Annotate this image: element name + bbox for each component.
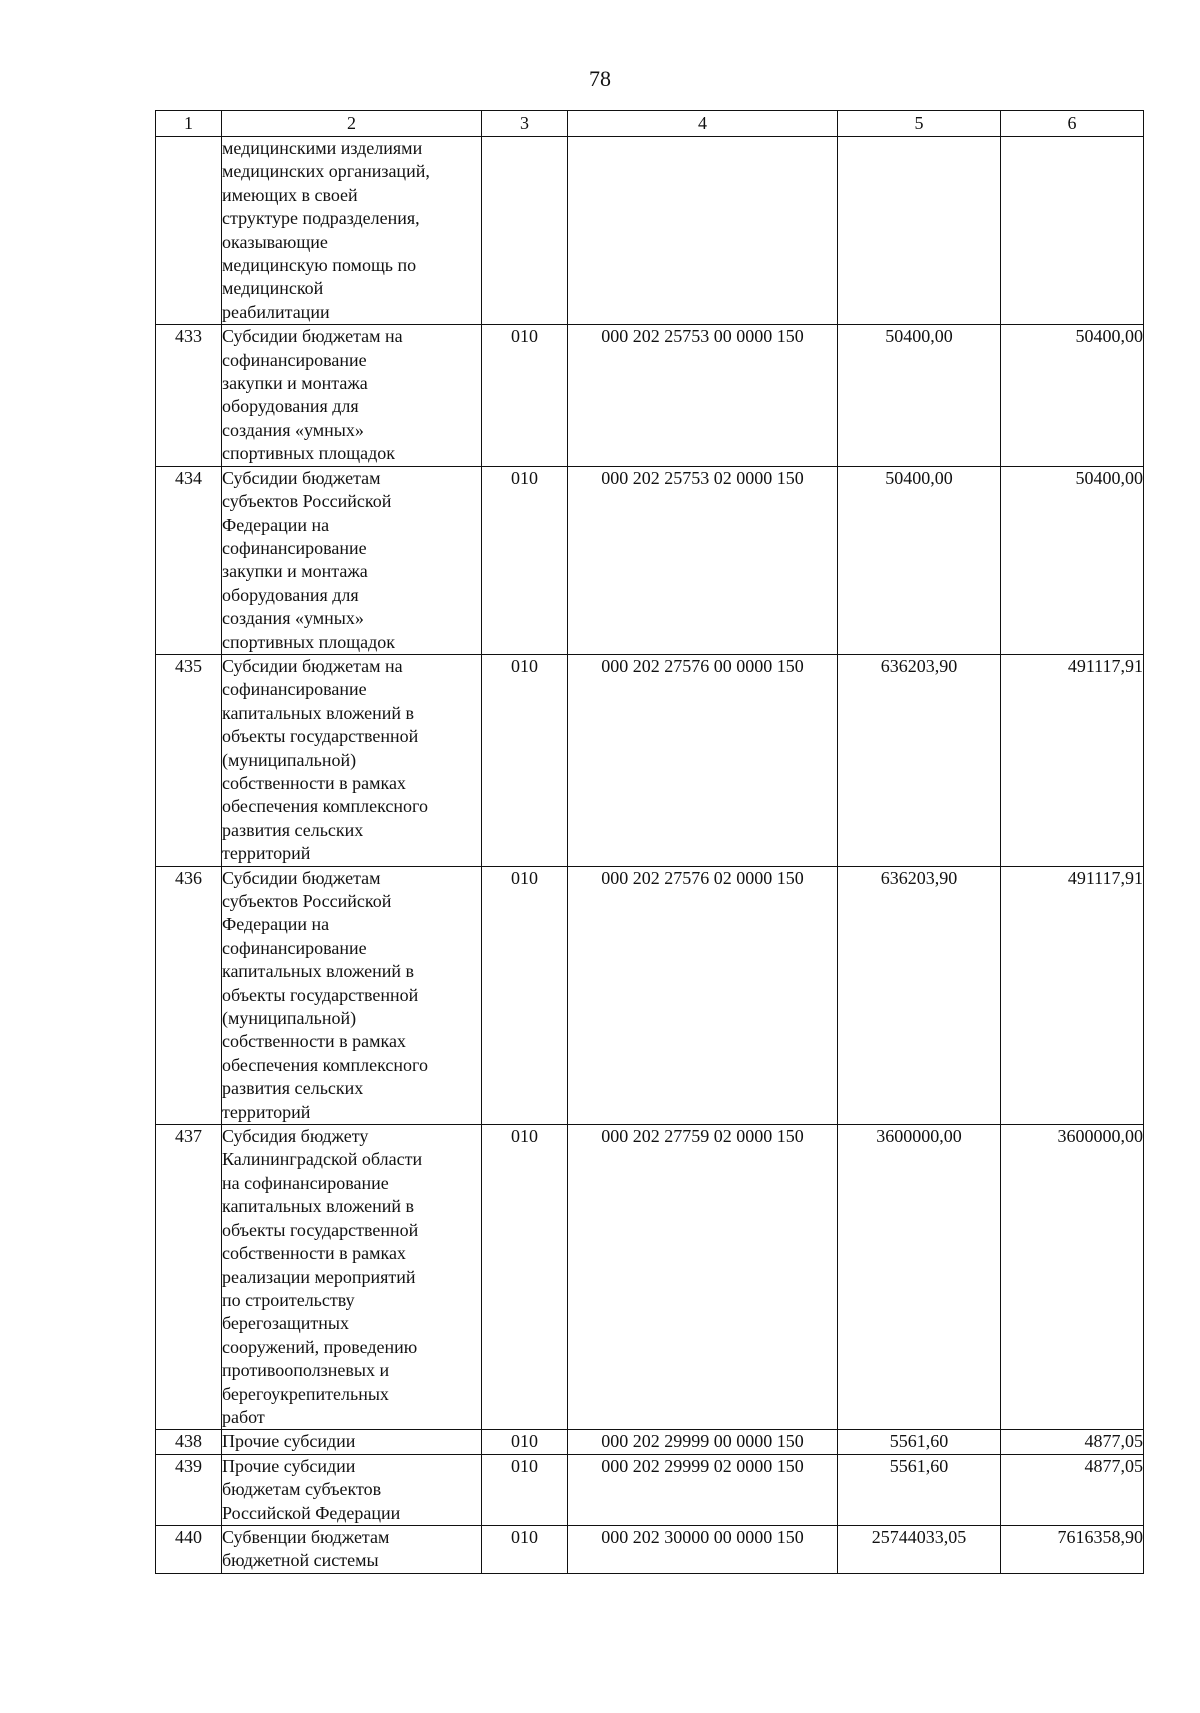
row-sum-year-1: 50400,00 bbox=[838, 466, 1001, 654]
row-name-line: (муниципальной) bbox=[222, 1008, 357, 1029]
row-admin-code: 010 bbox=[482, 466, 568, 654]
row-number: 433 bbox=[156, 325, 222, 466]
page-number: 78 bbox=[589, 66, 611, 91]
row-sum-year-1 bbox=[838, 137, 1001, 325]
row-sum-year-1: 636203,90 bbox=[838, 654, 1001, 866]
row-name bbox=[222, 137, 482, 325]
row-name bbox=[222, 1430, 482, 1454]
row-sum-year-1: 25744033,05 bbox=[838, 1525, 1001, 1573]
row-sum-year-1: 5561,60 bbox=[838, 1430, 1001, 1454]
row-name-line: развития сельских bbox=[222, 819, 364, 840]
row-name-line: реализации мероприятий bbox=[222, 1266, 416, 1287]
row-sum-year-2: 4877,05 bbox=[1001, 1430, 1144, 1454]
row-name-line: сооружений, проведению bbox=[222, 1336, 418, 1357]
row-sum-year-2: 50400,00 bbox=[1001, 325, 1144, 466]
row-budget-code: 000 202 29999 02 0000 150 bbox=[568, 1454, 838, 1525]
row-name-line: бюджетам субъектов bbox=[222, 1479, 382, 1500]
row-budget-code: 000 202 25753 02 0000 150 bbox=[568, 466, 838, 654]
row-name-line: развития сельских bbox=[222, 1078, 364, 1099]
header-col-5: 5 bbox=[838, 111, 1001, 137]
row-name-line: субъектов Российской bbox=[222, 491, 392, 512]
row-name-line: бюджетной системы bbox=[222, 1550, 379, 1571]
row-name-line: медицинской bbox=[222, 278, 324, 299]
row-name-line: Прочие субсидии bbox=[222, 1431, 356, 1452]
table-row bbox=[156, 654, 1144, 866]
row-name-line: Субсидии бюджетам bbox=[222, 467, 381, 488]
row-name-line: Субсидии бюджетам на bbox=[222, 326, 403, 347]
header-col-3: 3 bbox=[482, 111, 568, 137]
row-admin-code bbox=[482, 137, 568, 325]
row-name-line: капитальных вложений в bbox=[222, 961, 415, 982]
row-name-line: софинансирование bbox=[222, 537, 367, 558]
row-sum-year-2: 491117,91 bbox=[1001, 654, 1144, 866]
row-sum-year-1: 5561,60 bbox=[838, 1454, 1001, 1525]
row-budget-code bbox=[568, 137, 838, 325]
row-sum-year-1: 636203,90 bbox=[838, 866, 1001, 1124]
row-admin-code: 010 bbox=[482, 1125, 568, 1430]
row-sum-year-1: 3600000,00 bbox=[838, 1125, 1001, 1430]
table-row bbox=[156, 1454, 1144, 1525]
table-row bbox=[156, 466, 1144, 654]
row-name-line: софинансирование bbox=[222, 349, 367, 370]
row-number: 436 bbox=[156, 866, 222, 1124]
row-number bbox=[156, 137, 222, 325]
row-admin-code: 010 bbox=[482, 654, 568, 866]
row-name-line: софинансирование bbox=[222, 937, 367, 958]
row-name-line: спортивных площадок bbox=[222, 443, 395, 464]
row-sum-year-2: 491117,91 bbox=[1001, 866, 1144, 1124]
row-budget-code: 000 202 27576 00 0000 150 bbox=[568, 654, 838, 866]
row-name-line: Российской Федерации bbox=[222, 1502, 401, 1523]
row-name-line: (муниципальной) bbox=[222, 749, 357, 770]
row-sum-year-2 bbox=[1001, 137, 1144, 325]
row-name-line: софинансирование bbox=[222, 679, 367, 700]
row-name-line: противооползневых и bbox=[222, 1360, 390, 1381]
row-number: 438 bbox=[156, 1430, 222, 1454]
row-name-line: оказывающие bbox=[222, 231, 328, 252]
row-name-line: Федерации на bbox=[222, 914, 330, 935]
row-name-line: территорий bbox=[222, 1101, 311, 1122]
row-budget-code: 000 202 29999 00 0000 150 bbox=[568, 1430, 838, 1454]
row-name bbox=[222, 1454, 482, 1525]
row-name-line: собственности в рамках bbox=[222, 1243, 406, 1264]
row-name-line: Федерации на bbox=[222, 514, 330, 535]
row-name-line: капитальных вложений в bbox=[222, 702, 415, 723]
row-name-line: собственности в рамках bbox=[222, 772, 406, 793]
row-name-line: реабилитации bbox=[222, 301, 330, 322]
row-name-line: медицинскую помощь по bbox=[222, 255, 417, 276]
row-name bbox=[222, 654, 482, 866]
row-sum-year-2: 3600000,00 bbox=[1001, 1125, 1144, 1430]
row-name-line: по строительству bbox=[222, 1289, 355, 1310]
header-row bbox=[156, 111, 1144, 137]
row-name-line: создания «умных» bbox=[222, 608, 364, 629]
row-sum-year-2: 4877,05 bbox=[1001, 1454, 1144, 1525]
row-admin-code: 010 bbox=[482, 325, 568, 466]
row-name bbox=[222, 1125, 482, 1430]
row-name-line: Субвенции бюджетам bbox=[222, 1526, 390, 1547]
row-admin-code: 010 bbox=[482, 1525, 568, 1573]
row-number: 434 bbox=[156, 466, 222, 654]
row-budget-code: 000 202 25753 00 0000 150 bbox=[568, 325, 838, 466]
row-name-line: Субсидии бюджетам на bbox=[222, 655, 403, 676]
row-name-line: объекты государственной bbox=[222, 984, 419, 1005]
header-col-4: 4 bbox=[568, 111, 838, 137]
row-name-line: обеспечения комплексного bbox=[222, 796, 428, 817]
row-name bbox=[222, 325, 482, 466]
row-name-line: обеспечения комплексного bbox=[222, 1054, 428, 1075]
table-row bbox=[156, 325, 1144, 466]
row-name-line: берегозащитных bbox=[222, 1313, 350, 1334]
table-row bbox=[156, 866, 1144, 1124]
row-name-line: территорий bbox=[222, 843, 311, 864]
row-name-line: Субсидии бюджетам bbox=[222, 867, 381, 888]
row-name-line: медицинскими изделиями bbox=[222, 138, 423, 158]
row-name-line: капитальных вложений в bbox=[222, 1196, 415, 1217]
row-name-line: работ bbox=[222, 1406, 265, 1427]
table-row bbox=[156, 1525, 1144, 1573]
row-name-line: субъектов Российской bbox=[222, 891, 392, 911]
row-number: 435 bbox=[156, 654, 222, 866]
row-sum-year-2: 50400,00 bbox=[1001, 466, 1144, 654]
row-name-line: на софинансирование bbox=[222, 1172, 389, 1193]
row-name-line: собственности в рамках bbox=[222, 1031, 406, 1052]
row-name-line: закупки и монтажа bbox=[222, 561, 368, 582]
row-name bbox=[222, 1525, 482, 1573]
table-row bbox=[156, 1125, 1144, 1430]
row-name-line: медицинских организаций, bbox=[222, 161, 430, 182]
row-name-line: имеющих в своей bbox=[222, 184, 358, 205]
row-name-line: оборудования для bbox=[222, 584, 359, 605]
row-name-line: создания «умных» bbox=[222, 419, 364, 440]
header-col-2: 2 bbox=[222, 111, 482, 137]
row-admin-code: 010 bbox=[482, 1454, 568, 1525]
row-sum-year-1: 50400,00 bbox=[838, 325, 1001, 466]
row-name-line: объекты государственной bbox=[222, 1219, 419, 1240]
row-admin-code: 010 bbox=[482, 1430, 568, 1454]
table-row bbox=[156, 137, 1144, 325]
row-name-line: Прочие субсидии bbox=[222, 1455, 356, 1476]
row-admin-code: 010 bbox=[482, 866, 568, 1124]
row-budget-code: 000 202 27759 02 0000 150 bbox=[568, 1125, 838, 1430]
row-number: 437 bbox=[156, 1125, 222, 1430]
row-name-line: оборудования для bbox=[222, 396, 359, 417]
row-number: 439 bbox=[156, 1454, 222, 1525]
row-sum-year-2: 7616358,90 bbox=[1001, 1525, 1144, 1573]
header-col-1: 1 bbox=[156, 111, 222, 137]
row-name-line: закупки и монтажа bbox=[222, 373, 368, 394]
row-name-line: Субсидия бюджету bbox=[222, 1126, 369, 1147]
row-budget-code: 000 202 27576 02 0000 150 bbox=[568, 866, 838, 1124]
header-col-6: 6 bbox=[1001, 111, 1144, 137]
row-number: 440 bbox=[156, 1525, 222, 1573]
budget-table bbox=[155, 110, 1144, 1574]
row-name-line: объекты государственной bbox=[222, 726, 419, 747]
row-name-line: берегоукрепительных bbox=[222, 1383, 389, 1404]
row-name-line: спортивных площадок bbox=[222, 631, 395, 652]
row-budget-code: 000 202 30000 00 0000 150 bbox=[568, 1525, 838, 1573]
row-name-line: структуре подразделения, bbox=[222, 208, 420, 229]
table-row bbox=[156, 1430, 1144, 1454]
row-name-line: Калининградской области bbox=[222, 1149, 423, 1170]
row-name bbox=[222, 466, 482, 654]
row-name bbox=[222, 866, 482, 1124]
